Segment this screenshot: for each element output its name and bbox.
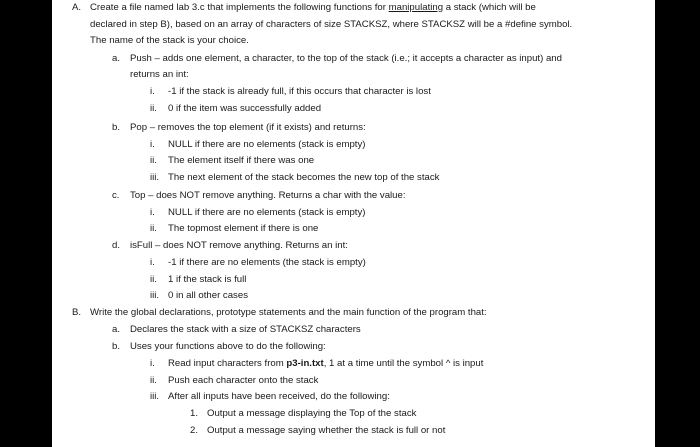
input-filename: p3-in.txt xyxy=(286,358,324,369)
section-a-marker: A. xyxy=(72,2,82,13)
section-b-marker: B. xyxy=(72,307,82,318)
underlined-word: manipulating xyxy=(388,2,444,13)
document-page: A. Create a file named lab 3.c that implements the following functions for manipulating a stack (which will be declared in step B), based on an array of characters of size STACKSZ, where STACKSZ will be a #define symbol. The name of the stack is your choice. a. Push – adds one element, a character, to the top of the stack (i.e.; it accepts a character as input) and returns an int: i. -1 if the stack is already full, if this occurs that character is lost ii. 0 if the item was successfully added b. Pop – removes the top element (if it exists) and returns: i. NULL if there are no elements (stack is empty) ii. The element itself if there was one iii. The next element of the stack becomes the new top of the stack c. Top – does NOT remove anything. Returns a char with the value: i. NULL if there are no elements (stack is empty) ii. The topmost element if there is one d. isFull – does NOT remove anything. Returns an int: i. -1 if there are no elements (the stack is empty) ii. 1 if the stack is full iii. 0 in all other cases B. Write the global declarations, prototype statements and the main function of the program that: a. Declares the stack with a size of STACKSZ characters b. Uses your functions above to do the following: i. Read input characters from p3-in.txt, 1 at a time until the symbol ^ is input ii. Push each character onto the stack iii. After all inputs have been received, do the following: 1. Output a message displaying the Top of the stack 2. Output a message saying whether the stack is full or not xyxy=(52,0,655,447)
section-a-intro: Create a file named lab 3.c that implements the following functions for manipulating a stack (which will be xyxy=(90,2,536,13)
